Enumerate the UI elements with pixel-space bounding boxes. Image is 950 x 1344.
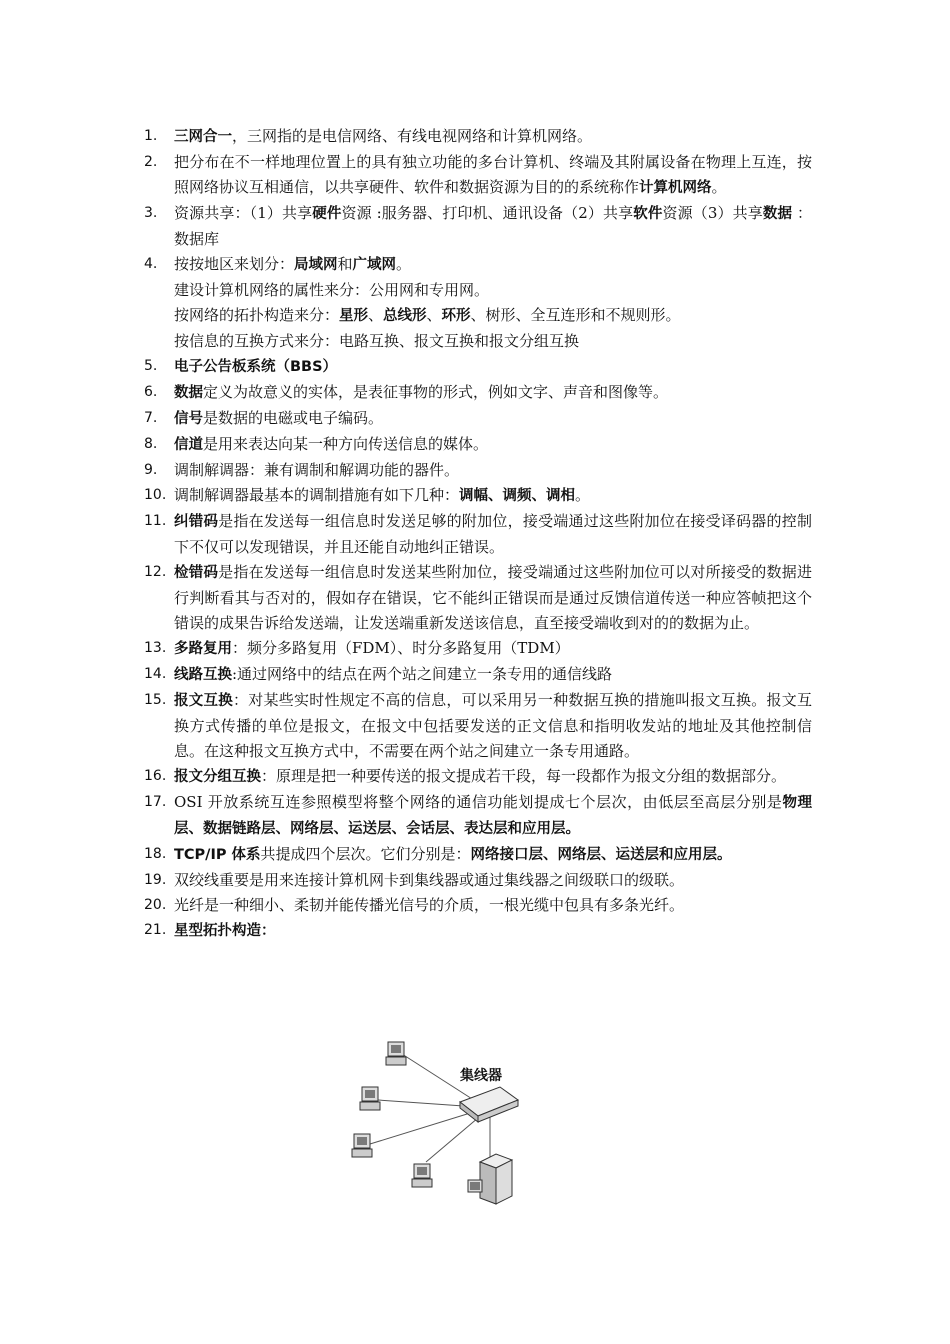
list-text (174, 893, 812, 918)
list-text (174, 458, 812, 483)
text-run: 。 (575, 486, 591, 504)
list-item (144, 458, 812, 483)
text-run: 调制解调器最基本的调制措施有如下几种： (174, 486, 460, 504)
text-run: 。 (711, 178, 727, 196)
text-run: :通过网络中的结点在两个站之间建立一条专用的通信线路 (232, 665, 613, 683)
list-item (144, 329, 812, 354)
list-text (174, 842, 812, 868)
list-text (174, 278, 812, 303)
text-run: 光纤是一种细小、柔韧并能传播光信号的介质，一根光缆中包具有多条光纤。 (174, 896, 685, 914)
text-run: ，三网指的是电信网络、有线电视网络和计算机网络。 (232, 127, 593, 145)
list-item (144, 380, 812, 406)
list-item (144, 893, 812, 918)
computer-icon (412, 1164, 432, 1187)
list-number: 7. (144, 410, 158, 426)
bold-term: 三网合一 (174, 129, 232, 145)
list-number: 19. (144, 872, 167, 888)
text-run: 按网络的拓扑构造来分： (174, 306, 340, 324)
list-text (174, 688, 812, 764)
bold-term: 网络接口层、网络层、运送层和应用层。 (470, 847, 732, 863)
list-item (144, 354, 812, 380)
computer-icon (352, 1134, 372, 1157)
text-run: 资源（3）共享 (662, 204, 763, 222)
list-text (174, 201, 812, 252)
list-text (174, 868, 812, 893)
text-run: 资源共享：（1）共享 (174, 204, 313, 222)
text-run: 把分布在不一样地理位置上的具有独立功能的多台计算机、终端及其附属设备在物理上互连，按照网络协议互相通信，以共享硬件、软件和数据资源为目的的系统称作 (174, 153, 812, 196)
bold-term: 星形 (339, 308, 369, 324)
bold-term: 数据 (762, 206, 793, 222)
text-run: 按按地区来划分： (174, 255, 295, 273)
computer-icon (360, 1087, 380, 1110)
text-run: 是指在发送每一组信息时发送足够的附加位，接受端通过这些附加位在接受译码器的控制下不仅可以发现错误，并且还能自动地纠正错误。 (174, 512, 812, 556)
list-text (174, 790, 812, 842)
text-run: 资源 :服务器、打印机、通讯设备（2）共享 (341, 204, 634, 222)
text-run: ：频分多路复用（FDM）、时分多路复用（TDM） (232, 639, 570, 657)
text-run: ：原理是把一种要传送的报文提成若干段，每一段都作为报文分组的数据部分。 (261, 767, 787, 785)
list-number: 5. (144, 358, 158, 374)
list-number: 6. (144, 384, 158, 400)
list-text (174, 329, 812, 354)
list-text (174, 560, 812, 636)
text-run: 、 (368, 306, 384, 324)
text-run: 。 (396, 255, 412, 273)
text-run: 是数据的电磁或电子编码。 (203, 409, 384, 427)
list-text (174, 150, 812, 201)
text-run: ：数据库 (174, 204, 813, 248)
computer-icon (386, 1042, 406, 1065)
text-run: 定义为故意义的实体，是表征事物的形式，例如文字、声音和图像等。 (203, 383, 669, 401)
list-text (174, 380, 812, 406)
bold-term: TCP/IP 体系 (174, 847, 261, 863)
bold-term: 物理层、数据链路层、网络层、运送层、会话层、表达层和应用层。 (174, 795, 812, 837)
list-item (144, 509, 812, 560)
bold-term: 软件 (633, 206, 663, 222)
list-item (144, 868, 812, 893)
list-number: 10. (144, 487, 167, 503)
bold-term: 线路互换 (174, 667, 232, 683)
bold-term: 多路复用 (174, 641, 232, 657)
bold-term: 环形 (441, 308, 471, 324)
text-run: 和 (337, 255, 353, 273)
list-text (174, 406, 812, 432)
list-item (144, 303, 812, 329)
list-item (144, 560, 812, 636)
bold-term: 检错码 (174, 565, 219, 581)
list-text (174, 354, 812, 380)
text-run: 是用来表达向某一种方向传送信息的媒体。 (203, 435, 489, 453)
bold-term: 电子公告板系统（BBS） (174, 359, 338, 375)
list-number: 20. (144, 897, 167, 913)
list-number: 11. (144, 513, 167, 529)
list-number: 15. (144, 692, 167, 708)
list-item (144, 432, 812, 458)
list-number: 17. (144, 794, 167, 810)
text-run: 是指在发送每一组信息时发送某些附加位，接受端通过这些附加位可以对所接受的数据进行判断看其与否对的，假如存在错误，它不能纠正错误而是通过反馈信道传送一种应答帧把这个错误的成果告诉给发送端，让发送端重新发送该信息，直至接受端收到对的的数据为止。 (174, 563, 812, 632)
list-text (174, 764, 812, 790)
text-run: 、 (426, 306, 442, 324)
list-text (174, 483, 812, 509)
bold-term: 纠错码 (174, 514, 219, 530)
text-run: 调制解调器：兼有调制和解调功能的器件。 (174, 461, 460, 479)
list-item (144, 124, 812, 150)
list-item (144, 406, 812, 432)
bold-term: 硬件 (312, 206, 342, 222)
bold-term: 信号 (174, 411, 203, 427)
list-number: 4. (144, 256, 158, 272)
list-item (144, 201, 812, 252)
list-number: 2. (144, 154, 158, 170)
bold-term: 计算机网络 (639, 180, 712, 196)
text-run: OSI 开放系统互连参照模型将整个网络的通信功能划提成七个层次，由低层至高层分别是 (174, 793, 783, 811)
bold-term: 星型拓扑构造： (174, 923, 276, 939)
list-number: 18. (144, 846, 167, 862)
list-text (174, 432, 812, 458)
bold-term: 数据 (174, 385, 203, 401)
list-item (144, 790, 812, 842)
bold-term: 广域网 (352, 257, 397, 273)
text-run: 建设计算机网络的属性来分：公用网和专用网。 (174, 281, 490, 299)
list-item (144, 252, 812, 278)
list-item (144, 688, 812, 764)
star-topology-diagram (340, 1032, 550, 1207)
text-run: 共提成四个层次。它们分别是： (260, 845, 471, 863)
list-number: 1. (144, 128, 158, 144)
list-text (174, 124, 812, 150)
text-run: ：对某些实时性规定不高的信息，可以采用另一种数据互换的措施叫报文互换。报文互换方式传播的单位是报文，在报文中包括要发送的正文信息和指明收发站的地址及其他控制信息。在这种报文互换方式中，不需要在两个站之间建立一条专用通路。 (174, 691, 812, 760)
list-item (144, 636, 812, 662)
list-text (174, 662, 812, 688)
document-body (144, 124, 812, 944)
hub-icon (460, 1087, 518, 1122)
list-number: 9. (144, 462, 158, 478)
text-run: 双绞线重要是用来连接计算机网卡到集线器或通过集线器之间级联口的级联。 (174, 871, 685, 889)
list-number: 16. (144, 768, 167, 784)
list-item (144, 150, 812, 201)
list-item (144, 764, 812, 790)
bold-term: 报文分组互换 (174, 769, 261, 785)
list-text (174, 303, 812, 329)
list-number: 13. (144, 640, 167, 656)
list-number: 21. (144, 922, 167, 938)
list-item (144, 483, 812, 509)
hub-label: 集线器 (460, 1068, 502, 1084)
text-run: 按信息的互换方式来分：电路互换、报文互换和报文分组互换 (174, 332, 580, 350)
list-text (174, 509, 812, 560)
bold-term: 总线形 (383, 308, 427, 324)
bold-term: 局域网 (294, 257, 338, 273)
text-run: 、树形、全互连形和不规则形。 (470, 306, 681, 324)
list-text (174, 918, 812, 944)
list-item (144, 662, 812, 688)
list-item (144, 918, 812, 944)
list-text (174, 636, 812, 662)
list-number: 12. (144, 564, 167, 580)
list-number: 8. (144, 436, 158, 452)
list-item (144, 278, 812, 303)
server-icon (468, 1154, 512, 1204)
list-number: 3. (144, 205, 158, 221)
list-item (144, 842, 812, 868)
bold-term: 报文互换 (174, 693, 233, 709)
list-text (174, 252, 812, 278)
bold-term: 信道 (174, 437, 203, 453)
bold-term: 调幅、调频、调相 (459, 488, 576, 504)
list-number: 14. (144, 666, 167, 682)
